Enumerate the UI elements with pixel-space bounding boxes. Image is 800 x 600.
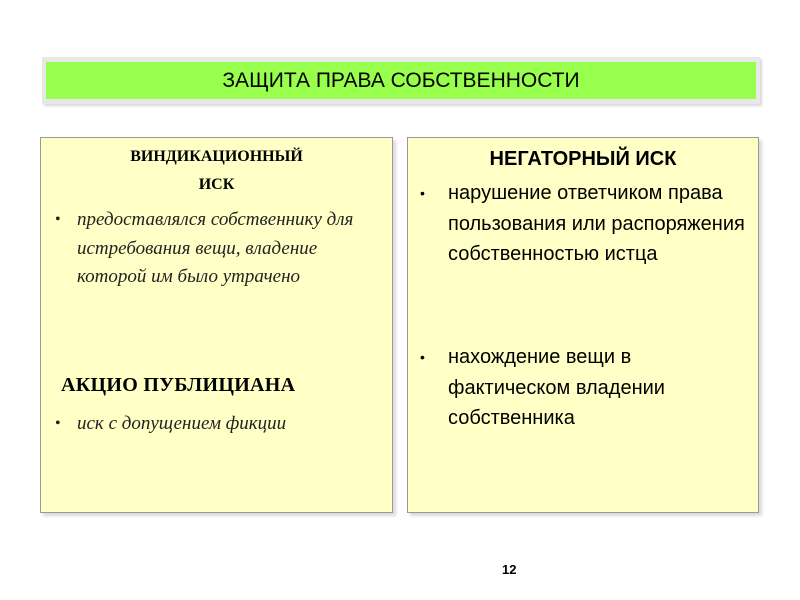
list-item bbox=[55, 206, 385, 292]
bullet-icon: • bbox=[55, 211, 61, 228]
title-bar bbox=[42, 57, 760, 104]
list-item bbox=[55, 410, 385, 439]
negatory-item2-text: нахождение вещи в фактическом владении собственника bbox=[448, 346, 665, 429]
list-item bbox=[420, 178, 756, 270]
bullet-icon: • bbox=[420, 349, 425, 365]
bullet-icon: • bbox=[55, 415, 61, 432]
publiciana-item-text: иск с допущением фикции bbox=[77, 413, 287, 434]
page-number: 12 bbox=[502, 562, 517, 577]
publiciana-heading: АКЦИО ПУБЛИЦИАНА bbox=[61, 374, 296, 396]
list-item bbox=[420, 342, 756, 434]
negatory-item1-text: нарушение ответчиком права пользования или распоряжения собственностью истца bbox=[448, 182, 745, 265]
vindication-item-text: предоставлялся собственнику для истребования вещи, владение которой им было утрачено bbox=[77, 209, 354, 287]
negatory-panel bbox=[407, 137, 759, 513]
vindication-heading-line2: ИСК bbox=[198, 176, 235, 193]
vindication-heading-line1: ВИНДИКАЦИОННЫЙ bbox=[130, 148, 303, 165]
negatory-heading: НЕГАТОРНЫЙ ИСК bbox=[489, 148, 677, 170]
slide-title: ЗАЩИТА ПРАВА СОБСТВЕННОСТИ bbox=[46, 62, 756, 99]
bullet-icon: • bbox=[420, 185, 425, 201]
vindication-panel bbox=[40, 137, 393, 513]
